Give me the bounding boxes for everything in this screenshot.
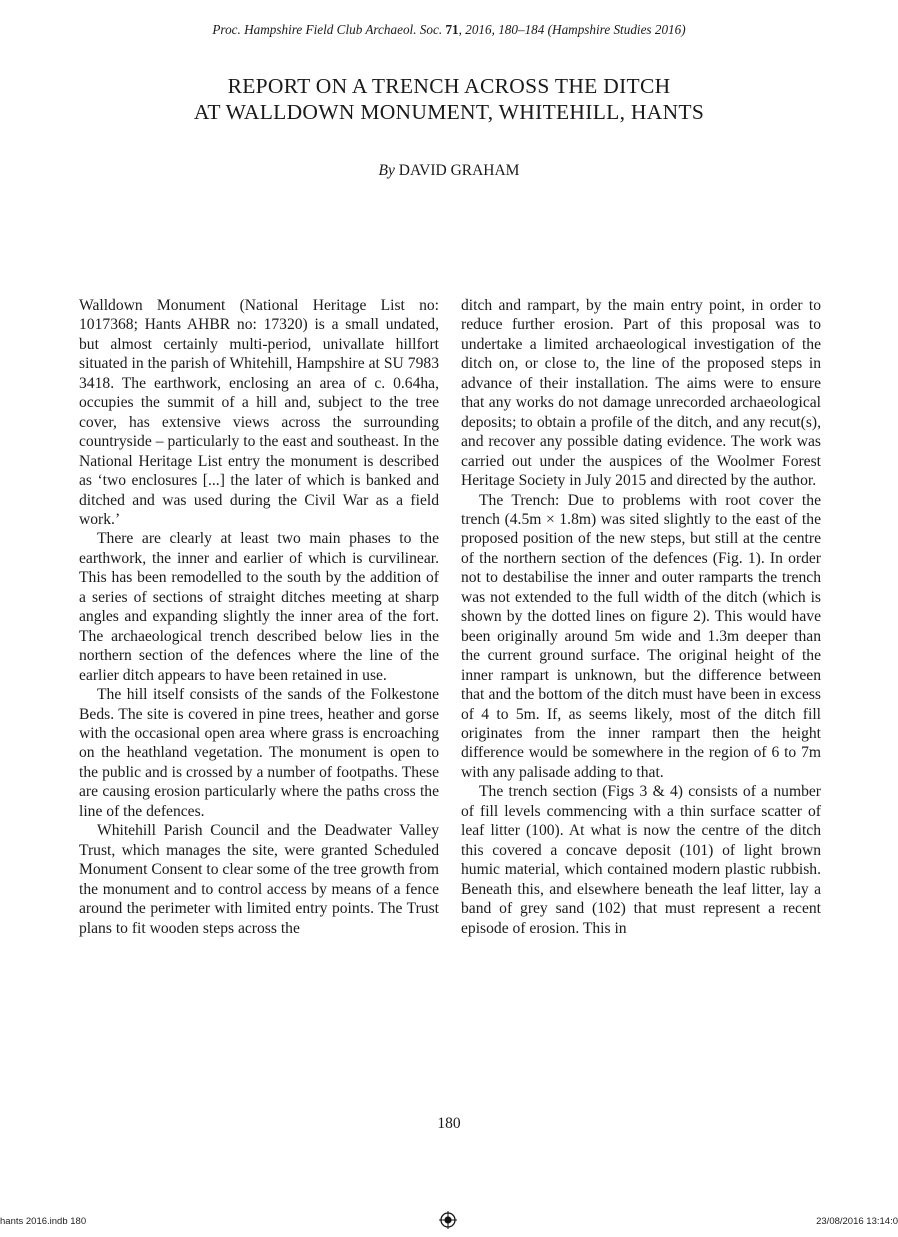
citation-details: , 2016, 180–184 (Hampshire Studies 2016) bbox=[458, 22, 686, 37]
print-slug-file: hants 2016.indb 180 bbox=[0, 1216, 87, 1227]
byline bbox=[0, 162, 898, 180]
paragraph: ditch and rampart, by the main entry point, in order to reduce further erosion. Part of this proposal was to undertake a limited archaeological investigation of the ditch on, or close to, the line of the proposed steps in advance of their installation. The aims were to ensure that any works do not damage unrecorded archaeological deposits; to obtain a profile of the ditch, and any recut(s), and recover any possible dating evidence. The work was carried out under the auspices of the Woolmer Forest Heritage Society in July 2015 and directed by the author. bbox=[461, 297, 821, 490]
journal-name: Proc. Hampshire Field Club Archaeol. Soc. bbox=[212, 22, 443, 37]
page-number: 180 bbox=[437, 1115, 461, 1132]
paragraph: The Trench: Due to problems with root cover the trench (4.5m × 1.8m) was sited slightly to the east of the proposed position of the new steps, but still at the centre of the northern section of the defences (Fig. 1). In order not to destabilise the inner and outer ramparts the trench was not extended to the full width of the ditch (which is shown by the dotted lines on figure 2). This would have been originally around 5m wide and 1.3m deeper than the current ground surface. The original height of the inner rampart is unknown, but the difference between that and the bottom of the ditch must have been in excess of 4 to 5m. If, as seems likely, most of the ditch fill originates from the inner rampart then the height difference would be somewhere in the region of 6 to 7m with any palisade adding to that. bbox=[461, 491, 821, 781]
running-head bbox=[0, 21, 898, 39]
article-title bbox=[0, 73, 898, 125]
registration-mark-icon bbox=[439, 1211, 457, 1229]
paragraph: The hill itself consists of the sands of the Folkestone Beds. The site is covered in pine trees, heather and gorse with the occasional open area where grass is encroaching on the heathland vegetation. The monument is open to the public and is crossed by a number of footpaths. These are causing erosion particularly where the paths cross the line of the defences. bbox=[79, 686, 439, 820]
print-slug-date: 23/08/2016 13:14:0 bbox=[816, 1216, 898, 1227]
volume-number: 71 bbox=[445, 22, 459, 37]
byline-by: By bbox=[378, 162, 395, 179]
author-name: DAVID GRAHAM bbox=[398, 162, 520, 179]
paragraph: There are clearly at least two main phases to the earthwork, the inner and earlier of which is curvilinear. This has been remodelled to the south by the addition of a series of sections of straight ditches meeting at sharp angles and expanding slightly the inner area of the fort. The archaeological trench described below lies in the northern section of the defences where the line of the earlier ditch appears to have been retained in use. bbox=[79, 530, 439, 684]
title-line-2: AT WALLDOWN MONUMENT, WHITEHILL, HANTS bbox=[193, 100, 705, 124]
paragraph: Whitehill Parish Council and the Deadwater Valley Trust, which manages the site, were granted Scheduled Monument Consent to clear some of the tree growth from the monument and to control access by means of a fence around the perimeter with limited entry points. The Trust plans to fit wooden steps across the bbox=[79, 822, 439, 937]
paragraph: Walldown Monument (National Heritage List no: 1017368; Hants AHBR no: 17320) is a small undated, but almost certainly multi-period, univallate hillfort situated in the parish of Whitehill, Hampshire at SU 7983 3418. The earthwork, enclosing an area of c. 0.64ha, occupies the summit of a hill and, subject to the tree cover, has extensive views across the surrounding countryside – particularly to the east and southeast. In the National Heritage List entry the monument is described as ‘two enclosures [...] the later of which is banked and ditched and was used during the Civil War as a field work.’ bbox=[79, 297, 439, 528]
paragraph: The trench section (Figs 3 & 4) consists of a number of fill levels commencing with a thin surface scatter of leaf litter (100). At what is now the centre of the ditch this covered a concave deposit (101) of light brown humic material, which contained modern plastic rubbish. Beneath this, and elsewhere beneath the leaf litter, lay a band of grey sand (102) that must represent a recent episode of erosion. This in bbox=[461, 783, 821, 937]
title-line-1: REPORT ON A TRENCH ACROSS THE DITCH bbox=[227, 74, 671, 98]
left-column bbox=[79, 296, 439, 938]
right-column bbox=[461, 296, 821, 938]
